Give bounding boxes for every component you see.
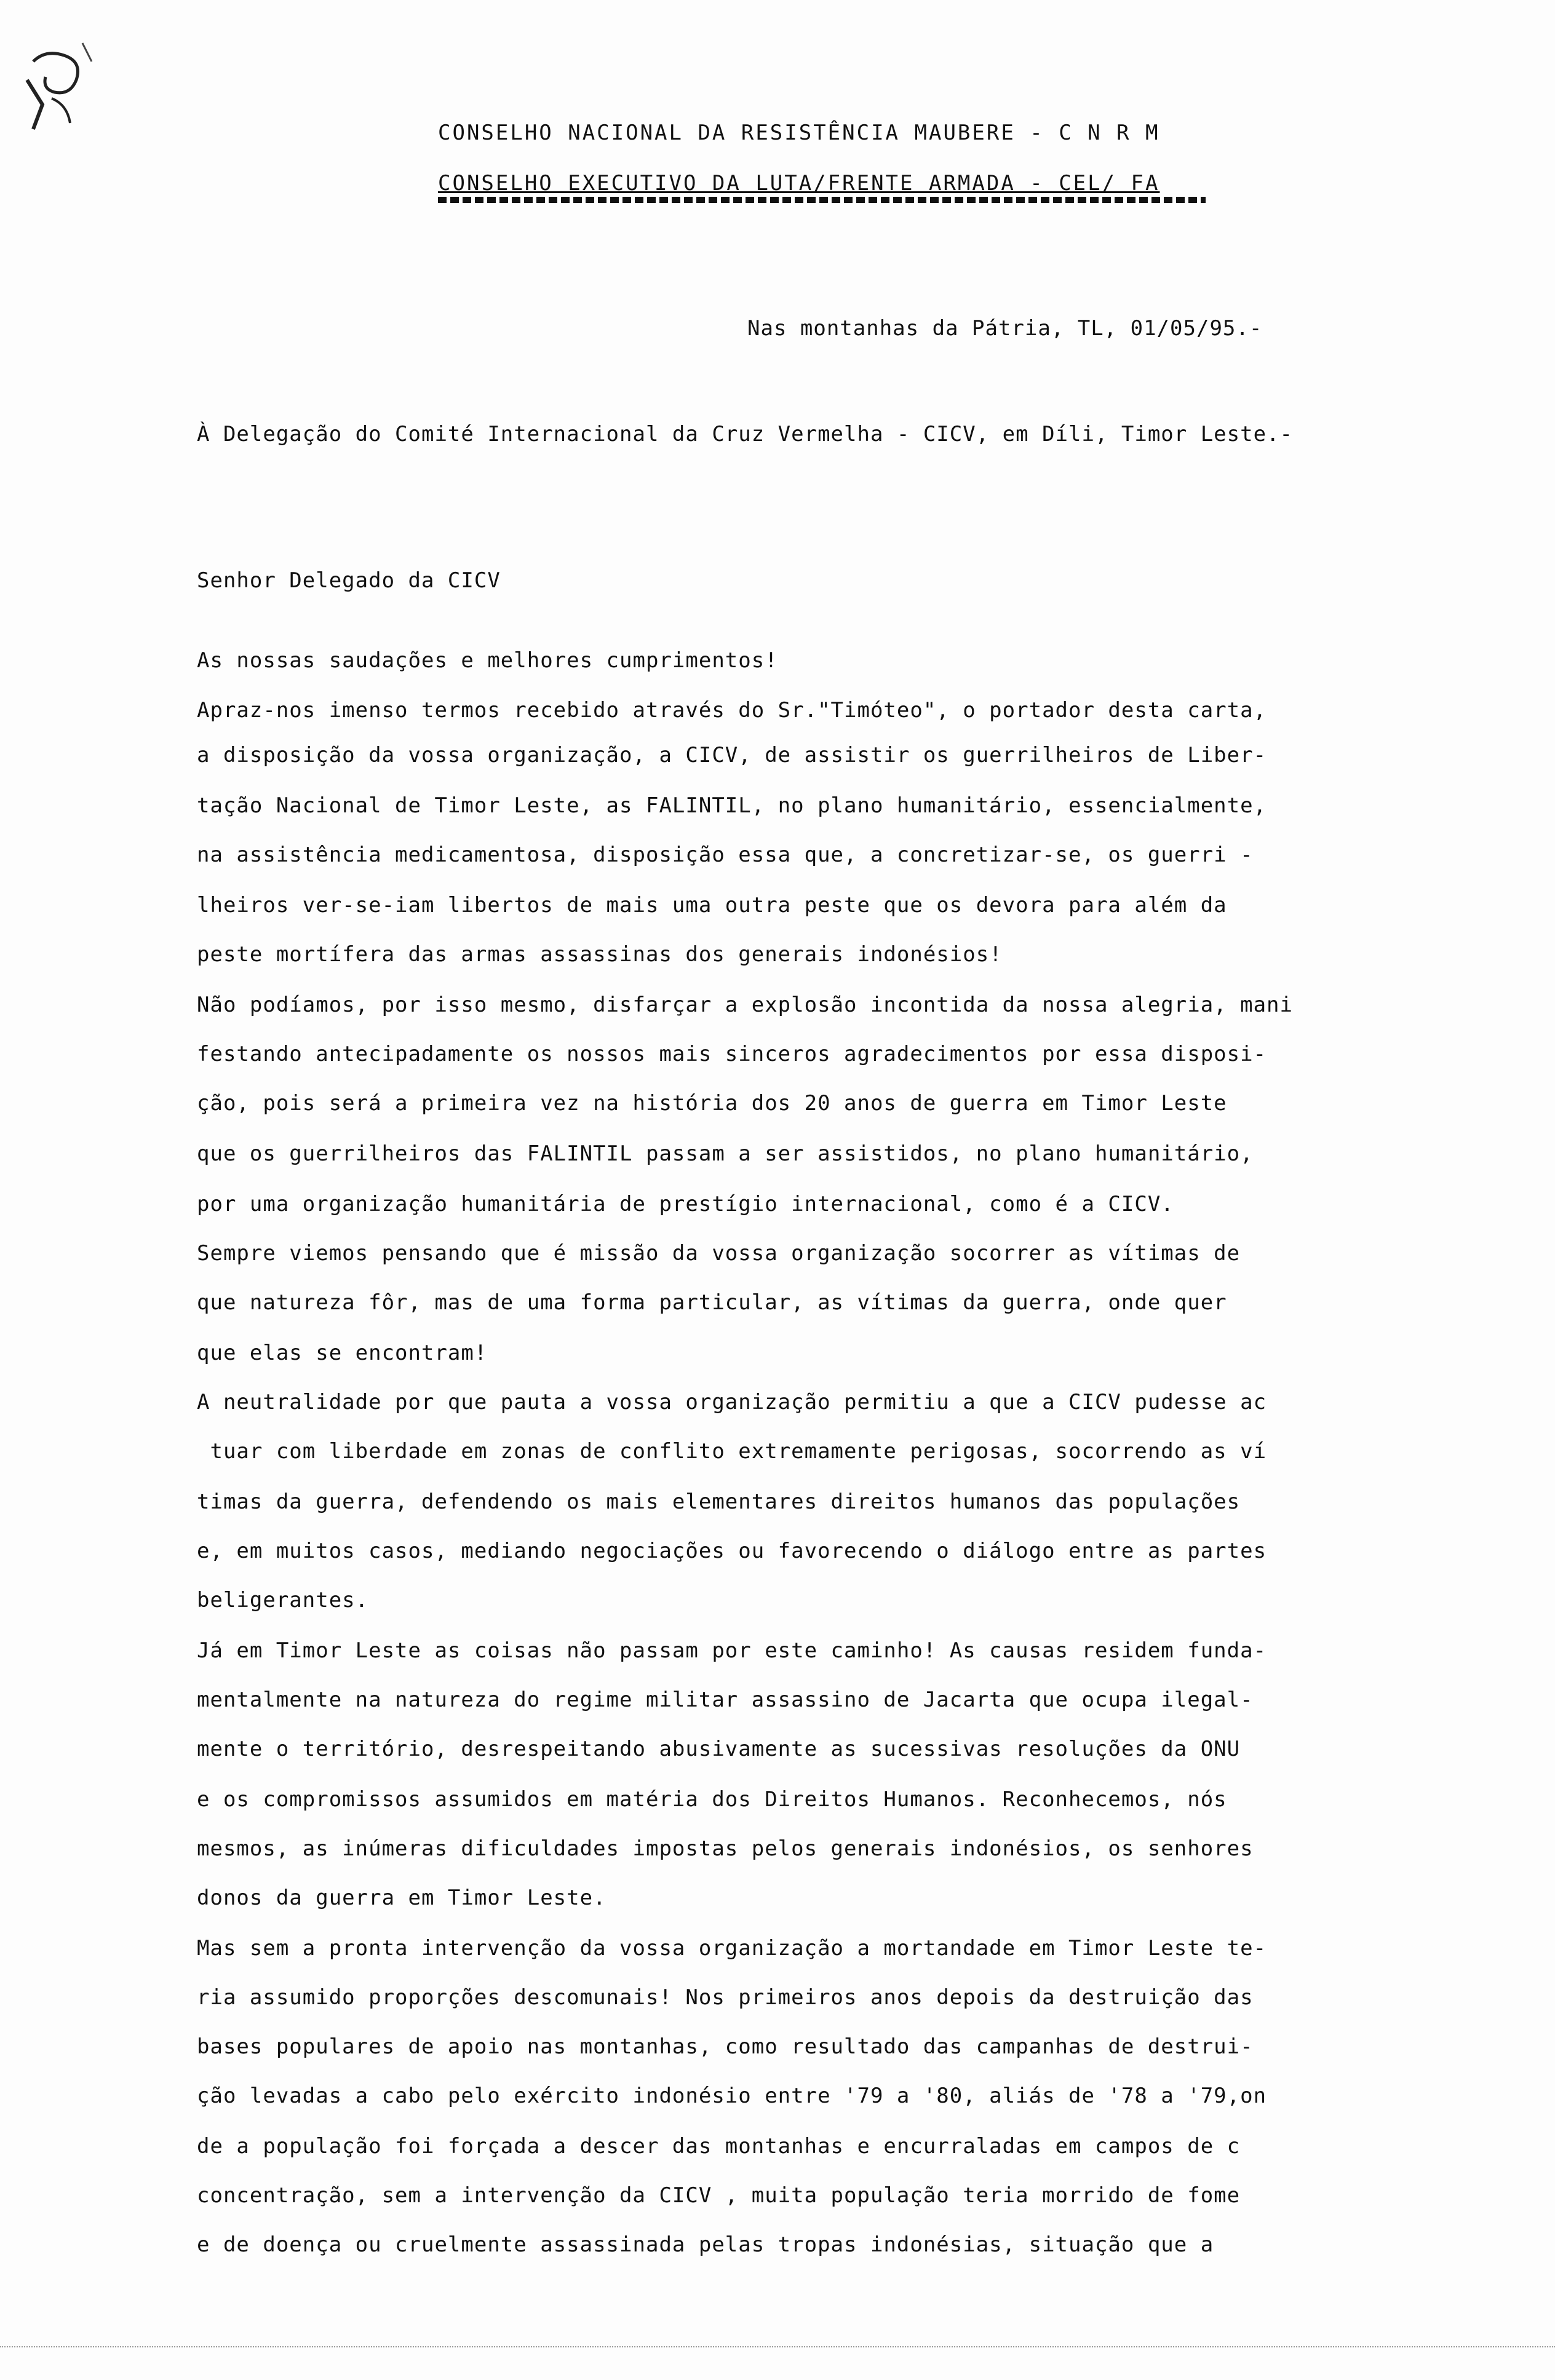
body-line: A neutralidade por que pauta a vossa organização permitiu a que a CICV pudesse ac [197, 1390, 1267, 1414]
body-line: que os guerrilheiros das FALINTIL passam a ser assistidos, no plano humanitário, [197, 1141, 1254, 1166]
body-line: ria assumido proporções descomunais! Nos primeiros anos depois da destruição das [197, 1985, 1254, 2010]
header-double-underline [438, 197, 1206, 203]
body-line: e de doença ou cruelmente assassinada pelas tropas indonésias, situação que a [197, 2232, 1214, 2257]
body-line: donos da guerra em Timor Leste. [197, 1886, 606, 1910]
body-line: por uma organização humanitária de prestígio internacional, como é a CICV. [197, 1192, 1174, 1216]
body-line: beligerantes. [197, 1588, 369, 1612]
body-line: na assistência medicamentosa, disposição essa que, a concretizar-se, os guerri - [197, 843, 1254, 867]
body-line: Sempre viemos pensando que é missão da vossa organização socorrer as vítimas de [197, 1241, 1241, 1266]
body-line: a disposição da vossa organização, a CICV, de assistir os guerrilheiros de Liber- [197, 743, 1267, 768]
body-line: Mas sem a pronta intervenção da vossa organização a mortandade em Timor Leste te- [197, 1936, 1267, 1961]
header-executive: CONSELHO EXECUTIVO DA LUTA/FRENTE ARMADA - CEL/ FA [438, 171, 1160, 196]
body-line: Não podíamos, por isso mesmo, disfarçar a explosão incontida da nossa alegria, mani [197, 993, 1293, 1017]
body-line: ção, pois será a primeira vez na história dos 20 anos de guerra em Timor Leste [197, 1091, 1227, 1116]
handwritten-mark-icon [9, 37, 107, 148]
body-line: e os compromissos assumidos em matéria dos Direitos Humanos. Reconhecemos, nós [197, 1787, 1227, 1812]
body-line: festando antecipadamente os nossos mais sinceros agradecimentos por essa disposi- [197, 1042, 1267, 1066]
body-line: lheiros ver-se-iam libertos de mais uma outra peste que os devora para além da [197, 893, 1227, 918]
salutation: Senhor Delegado da CICV [197, 568, 501, 593]
page-bottom-edge [0, 2346, 1555, 2349]
body-line: e, em muitos casos, mediando negociações ou favorecendo o diálogo entre as partes [197, 1539, 1267, 1563]
addressee: À Delegação do Comité Internacional da Cruz Vermelha - CICV, em Díli, Timor Leste.- [197, 422, 1293, 446]
body-line: mentalmente na natureza do regime militar assassino de Jacarta que ocupa ilegal- [197, 1688, 1254, 1712]
body-line: concentração, sem a intervenção da CICV , muita população teria morrido de fome [197, 2183, 1241, 2208]
body-line: tação Nacional de Timor Leste, as FALINTIL, no plano humanitário, essencialmente, [197, 793, 1267, 818]
body-line: Já em Timor Leste as coisas não passam por este caminho! As causas residem funda- [197, 1638, 1267, 1663]
body-line: mesmos, as inúmeras dificuldades impostas pelos generais indonésios, os senhores [197, 1836, 1254, 1861]
body-line: mente o território, desrespeitando abusivamente as sucessivas resoluções da ONU [197, 1737, 1241, 1761]
body-line: bases populares de apoio nas montanhas, como resultado das campanhas de destrui- [197, 2034, 1254, 2059]
body-line: timas da guerra, defendendo os mais elementares direitos humanos das populações [197, 1489, 1241, 1514]
body-line: de a população foi forçada a descer das montanhas e encurraladas em campos de c [197, 2134, 1241, 2159]
body-line: Apraz-nos imenso termos recebido através do Sr."Timóteo", o portador desta carta, [197, 698, 1267, 723]
date-line: Nas montanhas da Pátria, TL, 01/05/95.- [747, 316, 1263, 341]
body-line: As nossas saudações e melhores cumprimentos! [197, 648, 778, 673]
body-line: que elas se encontram! [197, 1341, 488, 1365]
body-line: tuar com liberdade em zonas de conflito extremamente perigosas, socorrendo as ví [197, 1439, 1267, 1464]
body-line: que natureza fôr, mas de uma forma particular, as vítimas da guerra, onde quer [197, 1290, 1227, 1315]
body-line: peste mortífera das armas assassinas dos generais indonésios! [197, 942, 1003, 967]
body-line: ção levadas a cabo pelo exército indonésio entre '79 a '80, aliás de '78 a '79,on [197, 2084, 1267, 2108]
header-organization: CONSELHO NACIONAL DA RESISTÊNCIA MAUBERE - C N R M [438, 121, 1160, 145]
